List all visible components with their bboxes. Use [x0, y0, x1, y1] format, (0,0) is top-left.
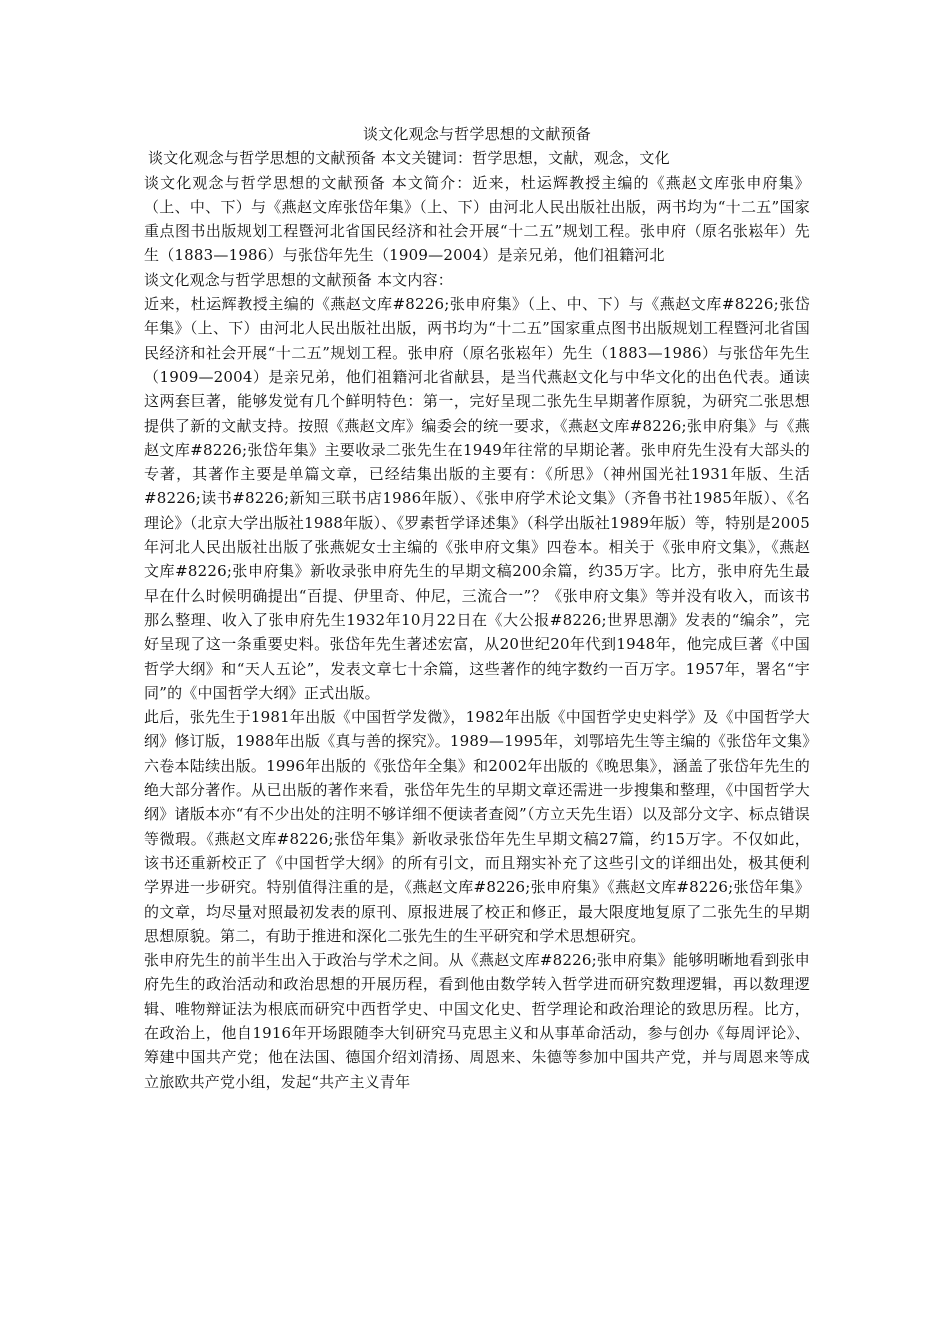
content-heading: 谈文化观念与哲学思想的文献预备 本文内容： — [144, 270, 453, 289]
document-title: 谈文化观念与哲学思想的文献预备 — [362, 125, 591, 143]
keywords-line: 谈文化观念与哲学思想的文献预备 本文关键词：哲学思想，文献，观念，文化 — [148, 149, 670, 168]
summary-paragraph: 谈文化观念与哲学思想的文献预备 本文简介：近来，杜运辉教授主编的《燕赵文库张申府集》（上、中、下）与《燕赵文库张岱年集》（上、下）由河北人民出版社出版，两书均为“十二五”国家重点图书出版规划工程暨河北省国民经济和社会开展“十二五”规划工程。张申府（原名张崧年）先生（1883—1986）与张岱年先生（1909—2004）是亲兄弟，他们祖籍河北 — [144, 173, 810, 265]
body-paragraph-3: 张申府先生的前半生出入于政治与学术之间。从《燕赵文库#8226;张申府集》能够明晰地看到张申府先生的政治活动和政治思想的开展历程，看到他由数学转入哲学进而研究数理逻辑，再以数理逻辑、唯物辩证法为根底而研究中西哲学史、中国文化史、哲学理论和政治理论的致思历程。比方，在政治上，他自1916年开场跟随李大钊研究马克思主义和从事革命活动，参与创办《每周评论》、筹建中国共产党；他在法国、德国介绍刘清扬、周恩来、朱德等参加中国共产党，并与周恩来等成立旅欧共产党小组，发起“共产主义青年 — [144, 951, 810, 1091]
body-paragraph-1: 近来，杜运辉教授主编的《燕赵文库#8226;张申府集》（上、中、下）与《燕赵文库#8226;张岱年集》（上、下）由河北人民出版社出版，两书均为“十二五”国家重点图书出版规划工程暨河北省国民经济和社会开展“十二五”规划工程。张申府（原名张崧年）先生（1883—1986）与张岱年先生（1909—2004）是亲兄弟，他们祖籍河北省献县，是当代燕赵文化与中华文化的出色代表。通读这两套巨著，能够发觉有几个鲜明特色：第一，完好呈现二张先生早期著作原貌，为研究二张思想提供了新的文献支持。按照《燕赵文库》编委会的统一要求，《燕赵文库#8226;张申府集》与《燕赵文库#8226;张岱年集》主要收录二张先生在1949年往常的早期论著。张申府先生没有大部头的专著，其著作主要是单篇文章，已经结集出版的主要有：《所思》（神州国光社1931年版、生活#8226;读书#8226;新知三联书店1986年版）、《张申府学术论文集》（齐鲁书社1985年版）、《名理论》（北京大学出版社1988年版）、《罗素哲学译述集》（科学出版社1989年版）等，特别是2005年河北人民出版社出版了张燕妮女士主编的《张申府文集》四卷本。相关于《张申府文集》，《燕赵文库#8226;张申府集》新收录张申府先生的早期文稿200余篇，约35万字。比方，张申府先生最早在什么时候明确提出“百提、伊里奇、仲尼，三流合一”？《张申府文集》等并没有收入，而该书那么整理、收入了张申府先生1932年10月22日在《大公报#8226;世界思潮》发表的“编余”，完好呈现了这一条重要史料。张岱年先生著述宏富，从20世纪20年代到1948年，他完成巨著《中国哲学大纲》和“天人五论”，发表文章七十余篇，这些著作的纯字数约一百万字。1957年，署名“宇同”的《中国哲学大纲》正式出版。 — [144, 295, 810, 702]
document-page — [144, 122, 810, 1094]
body-paragraph-2: 此后，张先生于1981年出版《中国哲学发微》，1982年出版《中国哲学史史料学》及《中国哲学大纲》修订版，1988年出版《真与善的探究》。1989—1995年，刘鄂培先生等主编的《张岱年文集》六卷本陆续出版。1996年出版的《张岱年全集》和2002年出版的《晚思集》，涵盖了张岱年先生的绝大部分著作。从已出版的著作来看，张岱年先生的早期文章还需进一步搜集和整理，《中国哲学大纲》诸版本亦“有不少出处的注明不够详细不便读者查阅”（方立天先生语）以及部分文字、标点错误等微瑕。《燕赵文库#8226;张岱年集》新收录张岱年先生早期文稿27篇，约15万字。不仅如此，该书还重新校正了《中国哲学大纲》的所有引文，而且翔实补充了这些引文的详细出处，极其便利学界进一步研究。特别值得注重的是，《燕赵文库#8226;张申府集》《燕赵文库#8226;张岱年集》的文章，均尽量对照最初发表的原刊、原报进展了校正和修正，最大限度地复原了二张先生的早期思想原貌。第二，有助于推进和深化二张先生的生平研究和学术思想研究。 — [144, 708, 810, 945]
